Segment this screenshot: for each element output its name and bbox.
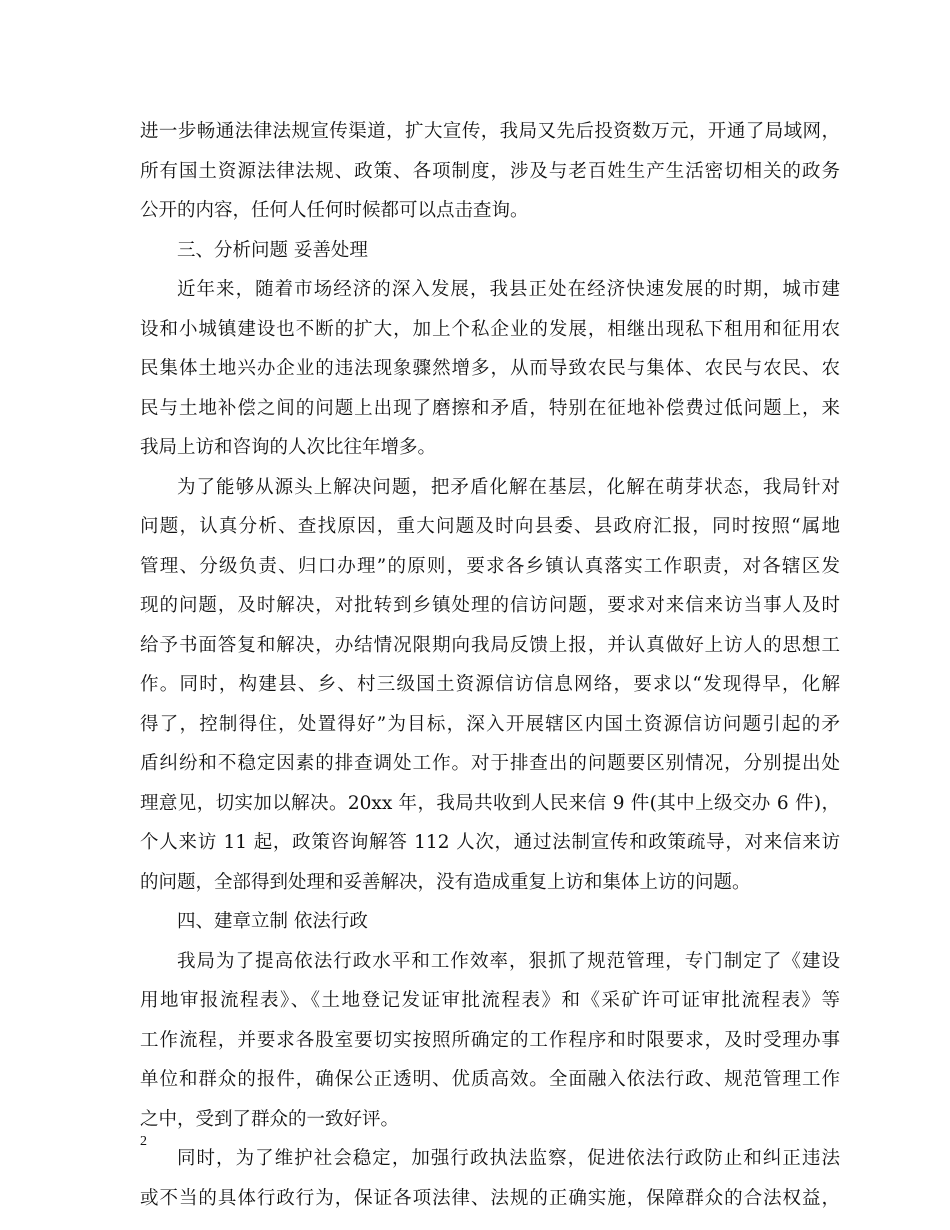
paragraph-line: 单位和群众的报件，确保公正透明、优质高效。全面融入依法行政、规范管理工作: [140, 1069, 840, 1090]
paragraph-line-indented: 我局为了提高依法行政水平和工作效率，狠抓了规范管理，专门制定了《建设: [177, 950, 840, 972]
paragraph-line: 盾纠纷和不稳定因素的排查调处工作。对于排查出的问题要区别情况，分别提出处: [140, 753, 840, 774]
page-number: 2: [140, 1134, 147, 1149]
paragraph-line: 给予书面答复和解决，办结情况限期向我局反馈上报，并认真做好上访人的思想工: [140, 634, 840, 656]
paragraph-line: 之中，受到了群众的一致好评。: [140, 1108, 400, 1130]
paragraph-line-indented: 同时，为了维护社会稳定，加强行政执法监察，促进依法行政防止和纠正违法: [177, 1148, 840, 1169]
paragraph-line: 民集体土地兴办企业的违法现象骤然增多，从而导致农民与集体、农民与农民、农: [140, 358, 840, 379]
paragraph-line: 问题，认真分析、查找原因，重大问题及时向县委、县政府汇报，同时按照“属地: [140, 516, 840, 537]
paragraph-line: 我局上访和咨询的人次比往年增多。: [140, 437, 437, 458]
paragraph-line: 设和小城镇建设也不断的扩大，加上个私企业的发展，相继出现私下租用和征用农: [140, 318, 840, 340]
paragraph-line-indented: 四、建章立制 依法行政: [177, 911, 368, 932]
paragraph-line: 公开的内容，任何人任何时候都可以点击查询。: [140, 200, 529, 221]
paragraph-line: 民与土地补偿之间的问题上出现了磨擦和矛盾，特别在征地补偿费过低问题上，来: [140, 397, 840, 419]
paragraph-line: 个人来访 11 起，政策咨询解答 112 人次，通过法制宣传和政策疏导，对来信来访: [140, 832, 840, 853]
paragraph-line: 进一步畅通法律法规宣传渠道，扩大宣传，我局又先后投资数万元，开通了局域网，: [140, 121, 840, 142]
paragraph-line: 的问题，全部得到处理和妥善解决，没有造成重复上访和集体上访的问题。: [140, 871, 751, 893]
document-body: [140, 112, 840, 1218]
paragraph-line: 用地审报流程表》、《土地登记发证审批流程表》和《采矿许可证审批流程表》等: [140, 990, 840, 1011]
paragraph-line: 现的问题，及时解决，对批转到乡镇处理的信访问题，要求对来信来访当事人及时: [140, 595, 840, 616]
paragraph-line-indented: 三、分析问题 妥善处理: [177, 239, 368, 261]
paragraph-line-indented: 为了能够从源头上解决问题，把矛盾化解在基层，化解在萌芽状态，我局针对: [177, 476, 840, 498]
paragraph-line: 作。同时，构建县、乡、村三级国土资源信访信息网络，要求以“发现得早，化解: [140, 674, 840, 695]
paragraph-line: 理意见，切实加以解决。20xx 年，我局共收到人民来信 9 件(其中上级交办 6 件)，: [140, 792, 840, 814]
paragraph-line: 工作流程，并要求各股室要切实按照所确定的工作程序和时限要求，及时受理办事: [140, 1029, 840, 1051]
paragraph-line: 得了，控制得住，处置得好”为目标，深入开展辖区内国土资源信访问题引起的矛: [140, 713, 840, 735]
paragraph-line-indented: 近年来，随着市场经济的深入发展，我县正处在经济快速发展的时期，城市建: [177, 279, 840, 300]
paragraph-line: 管理、分级负责、归口办理”的原则，要求各乡镇认真落实工作职责，对各辖区发: [140, 555, 840, 577]
paragraph-line: 所有国土资源法律法规、政策、各项制度，涉及与老百姓生产生活密切相关的政务: [140, 160, 840, 182]
paragraph-line: 或不当的具体行政行为，保证各项法律、法规的正确实施，保障群众的合法权益，: [140, 1187, 840, 1209]
